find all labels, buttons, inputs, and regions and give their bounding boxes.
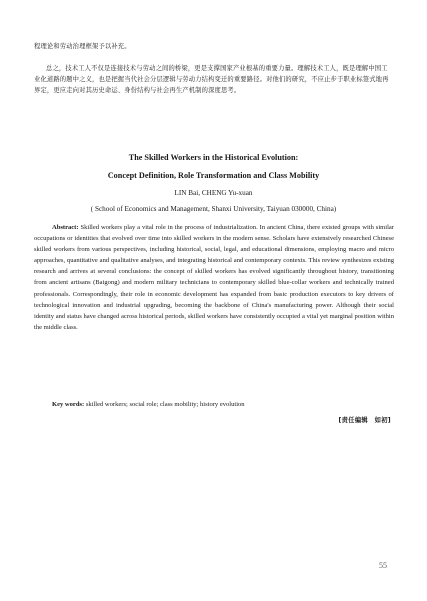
page-number: 55 <box>379 561 387 570</box>
chinese-conclusion-text: 总之，技术工人不仅是连接技术与劳动之间的桥梁，更是支撑国家产业根基的重要力量。理解技术工人，既是理解中国工业化道路的题中之义，也是把握当代社会分层逻辑与劳动力结构变迁的重要路径。对他们的研究，不应止步于职业标签式地再界定，更应走向对其历史命运、身份结构与社会再生产机制的深度思考。 <box>34 65 389 95</box>
affiliation: ( School of Economics and Management, Shanxi University, Taiyuan 030000, China) <box>90 205 337 213</box>
abstract-paragraph <box>34 222 394 333</box>
keywords-text: skilled workers; social role; class mobility; history evolution <box>84 401 245 408</box>
english-title-line1: The Skilled Workers in the Historical Evolution: <box>128 153 299 162</box>
abstract-block <box>34 222 394 333</box>
chinese-paragraph-tail <box>34 41 394 52</box>
english-title-line2: Concept Definition, Role Transformation and Class Mobility <box>107 171 320 180</box>
authors: LIN Bai, CHENG Yu-xuan <box>174 189 253 197</box>
responsible-editor-note: [责任编辑 如初] <box>338 417 391 424</box>
keywords-line <box>52 399 392 410</box>
chinese-conclusion-paragraph <box>34 63 394 97</box>
abstract-label: Abstract: <box>52 224 79 231</box>
keywords-label: Key words: <box>52 401 85 408</box>
chinese-tail-text: 程理论和劳动治理框架予以补充。 <box>34 43 131 50</box>
abstract-text: Skilled workers play a vital role in the process of industrialization. In ancient China, there existed groups with similar occupations or identities that evolved over time into skilled workers in the modern sense. Scholars have extensively researched Chinese skilled workers from various perspectives, including historical, social, legal, and educational dimensions, employing macro and micro approaches, quantitative and qualitative analyses, and integrating historical and contemporary contexts. This review synthesizes existing research and arrives at several conclusions: the concept of skilled workers has evolved significantly throughout history, transitioning from ancient artisans (Baigong) and modern military technicians to contemporary skilled blue-collar workers and technically trained professionals. Correspondingly, their role in economic development has expanded from basic production executors to key drivers of technological innovation and industrial upgrading, becoming the backbone of China's manufacturing power. Although their social identity and status have changed across historical periods, skilled workers have consistently occupied a vital yet marginal position within the middle class. <box>34 224 394 331</box>
